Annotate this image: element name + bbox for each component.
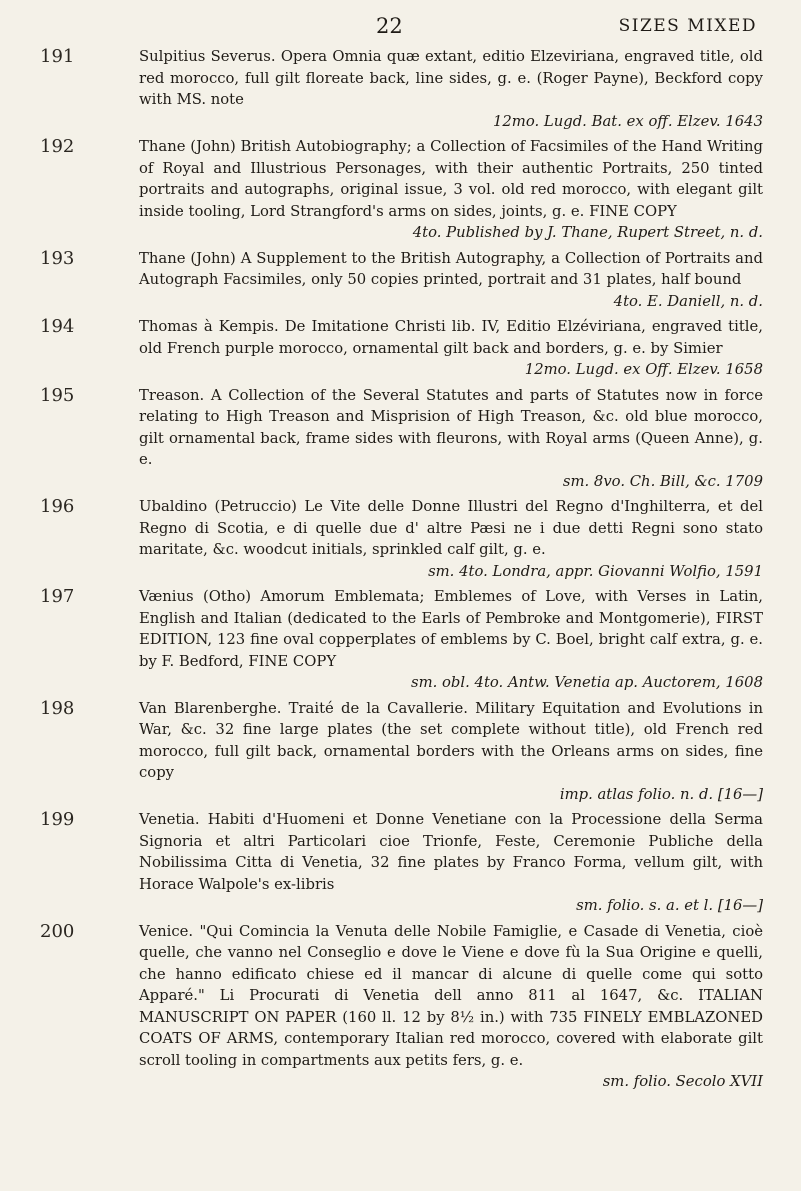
lot-imprint: 4to. Published by J. Thane, Rupert Street, n. d. <box>412 224 763 241</box>
lot-imprint: sm. 4to. Londra, appr. Giovanni Wolfio, 1591 <box>428 562 763 580</box>
lot-description: Thane (John) A Supplement to the British Autography, a Collection of Portraits and Autograph Facsimiles, only 50 copies printed, portrait and 31 plates, half bound <box>139 249 763 288</box>
lot-entry <box>0 921 801 1093</box>
lot-imprint: 4to. E. Daniell, n. d. <box>613 292 763 310</box>
section-title: SIZES MIXED <box>618 16 757 36</box>
lot-number: 197 <box>40 586 75 607</box>
lot-number: 196 <box>40 496 75 517</box>
lot-description: Sulpitius Severus. Opera Omnia quæ extant, editio Elzeviriana, engraved title, old red morocco, full gilt floreate back, line sides, g. e. (Roger Payne), Beckford copy with MS. note <box>139 48 763 108</box>
lot-list <box>0 46 801 1093</box>
lot-imprint: sm. 8vo. Ch. Bill, &c. 1709 <box>562 472 763 490</box>
lot-imprint: 12mo. Lugd. Bat. ex off. Elzev. 1643 <box>492 112 763 130</box>
lot-entry <box>0 698 801 806</box>
lot-entry <box>0 248 801 313</box>
lot-imprint: imp. atlas folio. n. d. [16—] <box>559 785 763 803</box>
lot-entry <box>0 496 801 582</box>
lot-description: Thane (John) British Autobiography; a Collection of Facsimiles of the Hand Writing of Royal and Illustrious Personages, with their authentic Portraits, 250 tinted portraits and autographs, original issue, 3 vol. old red morocco, with elegant gilt inside tooling, Lord Strangford's arms on sides, joints, g. e. FINE COPY <box>139 138 763 220</box>
lot-entry <box>0 136 801 244</box>
lot-entry <box>0 46 801 132</box>
lot-description: Thomas à Kempis. De Imitatione Christi lib. IV, Editio Elzéviriana, engraved title, old French purple morocco, ornamental gilt back and borders, g. e. by Simier <box>139 318 763 357</box>
lot-number: 192 <box>40 136 75 157</box>
lot-description: Treason. A Collection of the Several Statutes and parts of Statutes now in force relating to High Treason and Misprision of High Treason, &c. old blue morocco, gilt ornamental back, frame sides with fleurons, with Royal arms (Queen Anne), g. e. <box>139 386 763 468</box>
lot-number: 193 <box>40 247 75 269</box>
lot-imprint: sm. folio. s. a. et l. [16—] <box>576 897 763 914</box>
lot-imprint: sm. folio. Secolo XVII <box>602 1073 763 1090</box>
lot-description: Venice. "Qui Comincia la Venuta delle Nobile Famiglie, e Casade di Venetia, cioè quelle, che vanno nel Conseglio e dove le Viene e dove fù la Sua Origine e quelli, che hanno edificato chiese ed il mancar di alcune di quelle come qui sotto Apparé." Li Procurati di Venetia dell anno 811 al 1647, &c. ITALIAN MANUSCRIPT ON PAPER (160 ll. 12 by 8½ in.) with 735 FINELY EMBLAZONED COATS OF ARMS, contemporary Italian red morocco, covered with elaborate gilt scroll tooling in compartments aux petits fers, g. e. <box>139 922 763 1069</box>
lot-number: 191 <box>40 46 75 67</box>
lot-entry <box>0 316 801 381</box>
lot-number: 200 <box>40 920 75 942</box>
lot-number: 194 <box>40 316 75 337</box>
lot-description: Ubaldino (Petruccio) Le Vite delle Donne Illustri del Regno d'Inghilterra, et del Regno di Scotia, e di quelle due d' altre Pæsi ne i due detti Regni sono stato maritate, &c. woodcut initials, sprinkled calf gilt, g. e. <box>139 498 763 558</box>
lot-imprint: sm. obl. 4to. Antw. Venetia ap. Auctorem, 1608 <box>410 674 763 691</box>
lot-number: 195 <box>40 384 75 406</box>
lot-description: Van Blarenberghe. Traité de la Cavallerie. Military Equitation and Evolutions in War, &c. 32 fine large plates (the set complete without title), old French red morocco, full gilt back, ornamental borders with the Orleans arms on sides, fine copy <box>139 699 763 781</box>
lot-description: Vænius (Otho) Amorum Emblemata; Emblemes of Love, with Verses in Latin, English and Italian (dedicated to the Earls of Pembroke and Montgomerie), FIRST EDITION, 123 fine oval copperplates of emblems by C. Boel, bright calf extra, g. e. by F. Bedford, FINE COPY <box>139 588 763 670</box>
lot-imprint: 12mo. Lugd. ex Off. Elzev. 1658 <box>524 361 763 378</box>
lot-entry <box>0 385 801 493</box>
page-header <box>0 14 801 44</box>
lot-description: Venetia. Habiti d'Huomeni et Donne Venetiane con la Processione della Serma Signoria et altri Particolari cioe Trionfe, Feste, Ceremonie Publiche della Nobilissima Citta di Venetia, 32 fine plates by Franco Forma, vellum gilt, with Horace Walpole's ex-libris <box>139 811 763 893</box>
lot-entry <box>0 586 801 694</box>
lot-number: 199 <box>40 809 75 830</box>
lot-number: 198 <box>40 697 75 719</box>
lot-entry <box>0 809 801 917</box>
page-number: 22 <box>376 14 403 38</box>
